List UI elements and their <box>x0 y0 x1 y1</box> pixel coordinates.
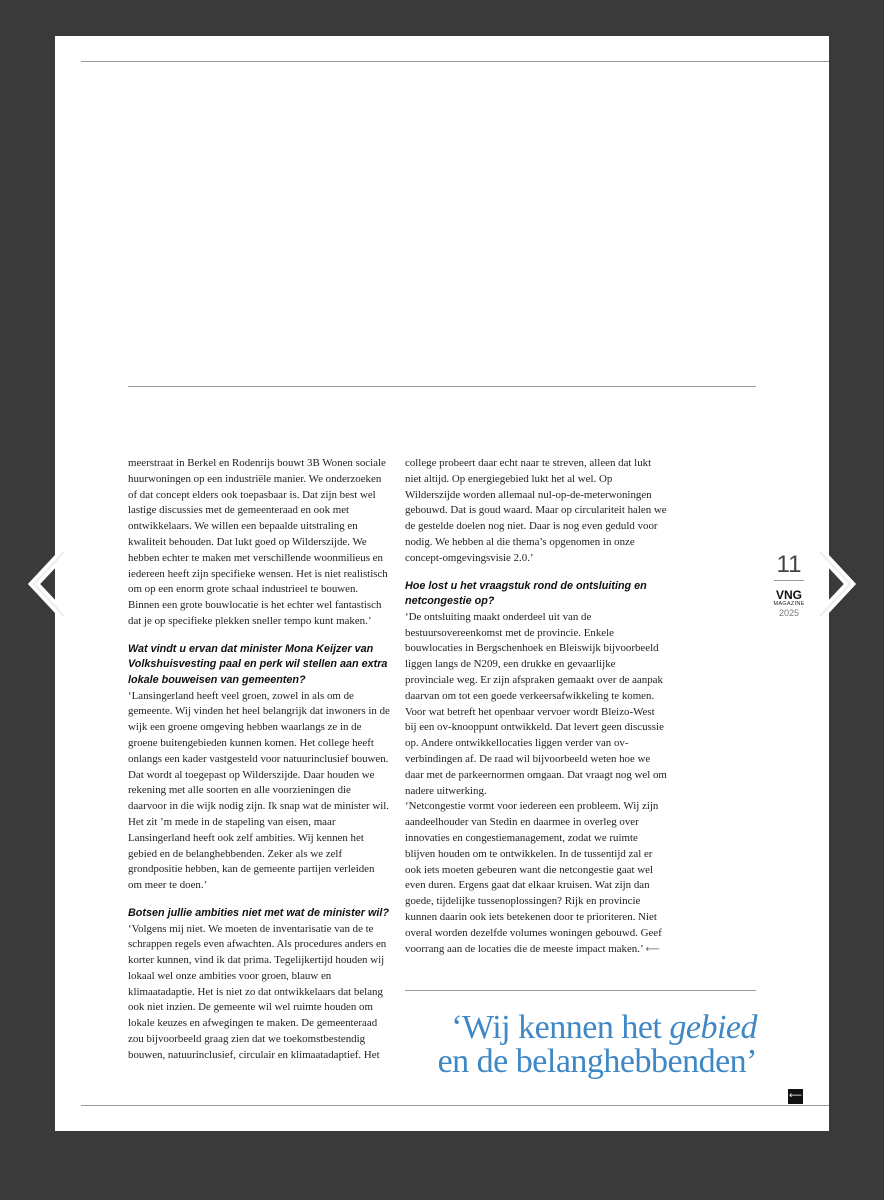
brand-logo: VNG <box>775 588 802 602</box>
question-heading: Botsen jullie ambities niet met wat de minister wil? <box>128 906 389 919</box>
paragraph: meerstraat in Berkel en Rodenrijs bouwt 3B Wonen sociale huurwoningen op een industriële manier. We onderzoeken of dat concept elders ook toepasbaar is. Dat zijn best wel lastige discussies met de gemeenteraad en ook met ontwikkelaars. We willen een bepaalde uitstraling en kwaliteit behouden. Dat lukt goed op Wilderszijde. We hebben echter te maken met verschillende woonmilieus en iedereen heeft zijn specifieke wensen. Het is niet realistisch om op een enorm grote schaal industrieel te bouwen. Binnen een grote bouwlocatie is het echter wel fantastisch dat je op specifieke plekken sneller tempo kunt maken.’ <box>128 457 388 627</box>
magazine-page <box>55 36 829 1131</box>
page-number: 11 <box>776 551 802 578</box>
question-heading: Hoe lost u het vraagstuk rond de ontsluiting en netcongestie op? <box>405 579 647 608</box>
answer-paragraph: ‘Netcongestie vormt voor iedereen een probleem. Wij zijn aandeelhouder van Stedin en daarmee in overleg over innovaties en congestiemanagement, zodat we ruimte blijven houden om te ontwikkelen. In de tussentijd zal er ook iets moeten gebeuren want die netcongestie gaat wel even duren. Ergens gaat dat elkaar kruisen. Wat zijn dan goede, tijdelijke tussenoplossingen? Rijk en provincie kunnen daarin ook iets betekenen door te prioriteren. Niet overal worden dezelfde volumes woningen gebouwd. Geef voorrang aan de locaties die de meeste impact maken.’ ⟵ <box>405 800 662 955</box>
answer-paragraph: ‘Lansingerland heeft veel groen, zowel in als om de gemeente. Wij vinden het heel belangrijk dat inwoners in de wijk een groene omgeving hebben waarlangs ze in de groene buitengebieden kunnen komen. Het college heeft onlangs een kader vastgesteld voor natuurinclusief bouwen. Dat wordt al toegepast op Wilderszijde. Daar houden we rekening met alle soorten en alle voorzieningen die daarvoor in die wijk nodig zijn. Ik snap wat de minister wil. Het zit ’m mede in de stapeling van eisen, maar Lansingerland heeft ook zelf ambities. Wij kennen het gebied en de belanghebbenden. Zeker als we zelf grondpositie hebben, kan de gemeente partijen verleiden om meer te doen.’ <box>128 689 390 892</box>
pull-quote <box>395 1011 757 1079</box>
answer-paragraph: ‘Volgens mij niet. We moeten de inventarisatie van de te schrappen regels even afwachten. Als procedures anders en korter kunnen, vind ik dat prima. Tegelijkertijd houden wij lokaal wel onze ambities voor groen, blauw en klimaatadaptie. Het is niet zo dat ontwikkelaars dat belang ook niet inzien. De gemeente wil wel ruimte houden om lokale keuzes en afwegingen te maken. De gemeenteraad zou bijvoorbeeld graag zien dat we toekomstbestendig bouwen, natuurinclusief, circulair en klimaatadaptief. Het <box>128 922 387 1061</box>
year-label: 2025 <box>778 608 800 618</box>
quote-rule <box>405 990 756 991</box>
end-of-article-icon: ⟵ <box>645 943 660 955</box>
article-top-rule <box>128 386 756 387</box>
column-left <box>128 456 390 1064</box>
next-page-arrow[interactable] <box>814 548 856 618</box>
page-number-block <box>770 553 808 618</box>
answer-paragraph: ‘De ontsluiting maakt onderdeel uit van de bestuursovereenkomst met de provincie. Enkele bouwlocaties in Bergschenhoek en Bleiswijk bijvoorbeeld liggen langs de N209, een drukke en gevaarlijke provinciale weg. Er zijn afspraken gemaakt over de aanpak daarvan om tot een goede verkeersafwikkeling te komen. Voor wat betreft het openbaar vervoer wordt Bleizo-West bij een ov-knooppunt ontwikkeld. Dat levert geen discussie op. Andere ontwikkellocaties liggen verder van ov-verbindingen af. De raad wil bijvoorbeeld weten hoe we daar met de parkeernormen omgaan. Dat vraagt nog wel om nadere uitwerking. <box>405 610 667 797</box>
pull-quote-emphasis: gebied <box>669 1009 757 1046</box>
back-arrow-icon[interactable]: ⟵ <box>788 1089 803 1104</box>
paragraph: college probeert daar echt naar te streven, alleen dat lukt niet altijd. Op energiegebied lukt het al wel. Op Wilderszijde worden allemaal nul-op-de-meterwoningen gebouwd. Dat is goud waard. Maar op circulariteit halen we de gestelde doelen nog niet. Daar is nog even geduld voor nodig. We hebben al die thema’s opgenomen in onze concept-omgevingsvisie 2.0.’ <box>405 457 667 564</box>
column-right <box>405 456 667 957</box>
bottom-rule <box>81 1105 829 1106</box>
top-rule <box>81 61 829 62</box>
pull-quote-text-line2: en de belanghebbenden’ <box>437 1043 757 1080</box>
pull-quote-text: ‘Wij kennen het <box>451 1009 670 1046</box>
magazine-label: MAGAZINE <box>773 601 805 607</box>
question-heading: Wat vindt u ervan dat minister Mona Keijzer van Volkshuisvesting paal en perk wil stellen aan extra lokale bouweisen van gemeenten? <box>128 642 388 686</box>
chevron-right-icon <box>814 548 856 620</box>
previous-page-arrow[interactable] <box>28 548 70 618</box>
image-placeholder <box>128 76 756 376</box>
chevron-left-icon <box>28 548 70 620</box>
